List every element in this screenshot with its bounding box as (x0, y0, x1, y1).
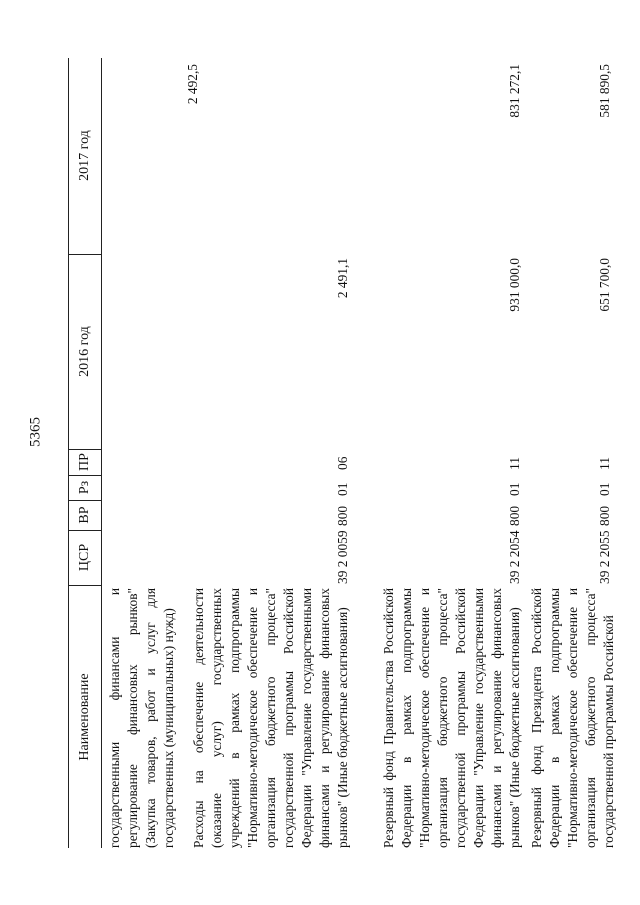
row-name: Резервный фонд Правительства Российской Федерации в рамках подпрограммы "Нормативно-методическое обеспечение и организация бюджетного процесса" государственной программы Российской Федерации "Управление государственными финансами и регулирование финансовых рынков" (Иные бюджетные ассигнования) (381, 588, 522, 848)
row-name: Резервный фонд Президента Российской Федерации в рамках подпрограммы "Нормативно-методическое обеспечение и организация бюджетного процесса" государственной программы Российской (529, 588, 616, 848)
header-2017: 2017 год (69, 57, 101, 255)
row-2016: 651 700,0 (597, 258, 612, 312)
row-vr: 800 (507, 505, 522, 526)
table-row (106, 58, 182, 848)
row-name: Расходы на обеспечение деятельности (оказание услуг) государственных учреждений в рамках подпрограммы "Нормативно-методическое обеспечение и организация бюджетного процесса" государственной программы Российской Федерации "Управление государственными финансами и регулирование финансовых рынков" (Иные бюджетные ассигнования) (191, 588, 350, 848)
row-rz: 01 (507, 482, 522, 496)
table-header (68, 58, 102, 848)
row-pr: 11 (507, 457, 522, 470)
header-vr: ВР (69, 500, 101, 531)
row-pr: 06 (335, 456, 350, 470)
row-2017: 2 492,5 (185, 64, 200, 105)
row-name: государственными финансами и регулирование финансовых рынков" (Закупка товаров, работ и услуг для государственных (муниципальных) нужд) (107, 588, 176, 848)
header-csr: ЦСР (69, 530, 101, 586)
table-row (185, 58, 368, 848)
header-rz: Рз (69, 475, 101, 501)
header-2016: 2016 год (69, 254, 101, 450)
table-row (380, 58, 524, 848)
row-rz: 01 (597, 482, 612, 496)
row-rz: 01 (335, 482, 350, 496)
row-vr: 800 (335, 505, 350, 526)
row-2016: 2 491,1 (335, 258, 350, 299)
row-csr: 39 2 2054 (507, 530, 522, 584)
header-pr: ПР (69, 449, 101, 476)
row-csr: 39 2 0059 (335, 530, 350, 584)
row-2017: 581 890,5 (597, 64, 612, 118)
row-csr: 39 2 2055 (597, 530, 612, 584)
budget-table (68, 58, 614, 848)
page-number-text: 5365 (27, 417, 44, 447)
row-2016: 931 000,0 (507, 258, 522, 312)
header-name: Наименование (77, 673, 92, 761)
table-row (528, 58, 614, 848)
row-vr: 800 (597, 505, 612, 526)
row-2017: 831 272,1 (507, 64, 522, 118)
row-pr: 11 (597, 457, 612, 470)
